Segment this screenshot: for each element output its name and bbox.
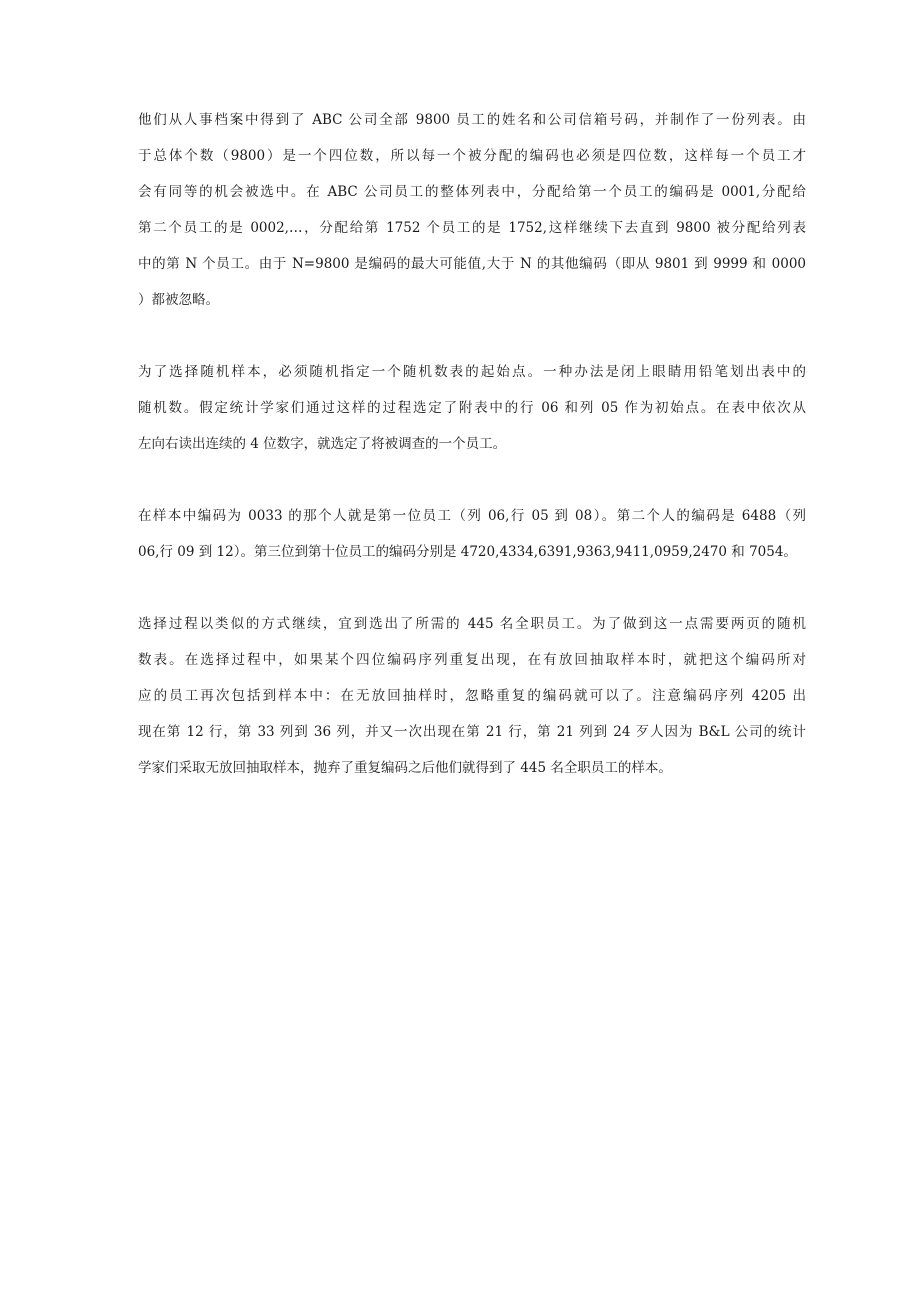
text-line: 选择过程以类似的方式继续，宜到选出了所需的 445 名全职员工。为了做到这一点需要两页的随机 [138, 616, 806, 632]
text-line: 为了选择随机样本，必须随机指定一个随机数表的起始点。一种办法是闭上眼睛用铅笔划出表中的 [138, 364, 806, 380]
text-line: 学家们采取无放回抽取样本，抛弃了重复编码之后他们就得到了 445 名全职员工的样本。 [138, 760, 672, 776]
text-line: 左向右读出连续的 4 位数字，就选定了将被调查的一个员工。 [138, 436, 507, 452]
text-line: 数表。在选择过程中，如果某个四位编码序列重复出现，在有放回抽取样本时，就把这个编码所对 [138, 652, 806, 668]
text-line: 现在第 12 行，第 33 列到 36 列，并又一次出现在第 21 行，第 21 列到 24 歹人因为 B&L 公司的统计 [138, 724, 806, 740]
paragraph-selection-process [138, 606, 806, 786]
text-line: 随机数。假定统计学家们通过这样的过程选定了附表中的行 06 和列 05 作为初始点。在表中依次从 [138, 400, 806, 416]
paragraph-selected-codes [138, 498, 806, 570]
text-line: 中的第 N 个员工。由于 N=9800 是编码的最大可能值,大于 N 的其他编码（即从 9801 到 9999 和 0000 [138, 256, 806, 272]
paragraph-random-start [138, 354, 806, 462]
text-line: 应的员工再次包括到样本中：在无放回抽样时，忽略重复的编码就可以了。注意编码序列 4205 出 [138, 688, 806, 704]
text-line: 在样本中编码为 0033 的那个人就是第一位员工（列 06,行 05 到 08）。第二个人的编码是 6488（列 [138, 508, 806, 524]
text-line: 于总体个数（9800）是一个四位数，所以每一个被分配的编码也必须是四位数，这样每一个员工才 [138, 148, 806, 164]
paragraph-sampling-frame [138, 102, 806, 318]
text-line: 第二个员工的是 0002,…，分配给第 1752 个员工的是 1752,这样继续下去直到 9800 被分配给列表 [138, 220, 806, 236]
text-line: ）都被忽略。 [138, 292, 219, 308]
text-line: 会有同等的机会被选中。在 ABC 公司员工的整体列表中，分配给第一个员工的编码是 0001,分配给 [138, 184, 806, 200]
text-line: 06,行 09 到 12）。第三位到第十位员工的编码分别是 4720,4334,6391,9363,9411,0959,2470 和 7054。 [138, 544, 797, 560]
text-line: 他们从人事档案中得到了 ABC 公司全部 9800 员工的姓名和公司信箱号码，并制作了一份列表。由 [138, 112, 806, 128]
